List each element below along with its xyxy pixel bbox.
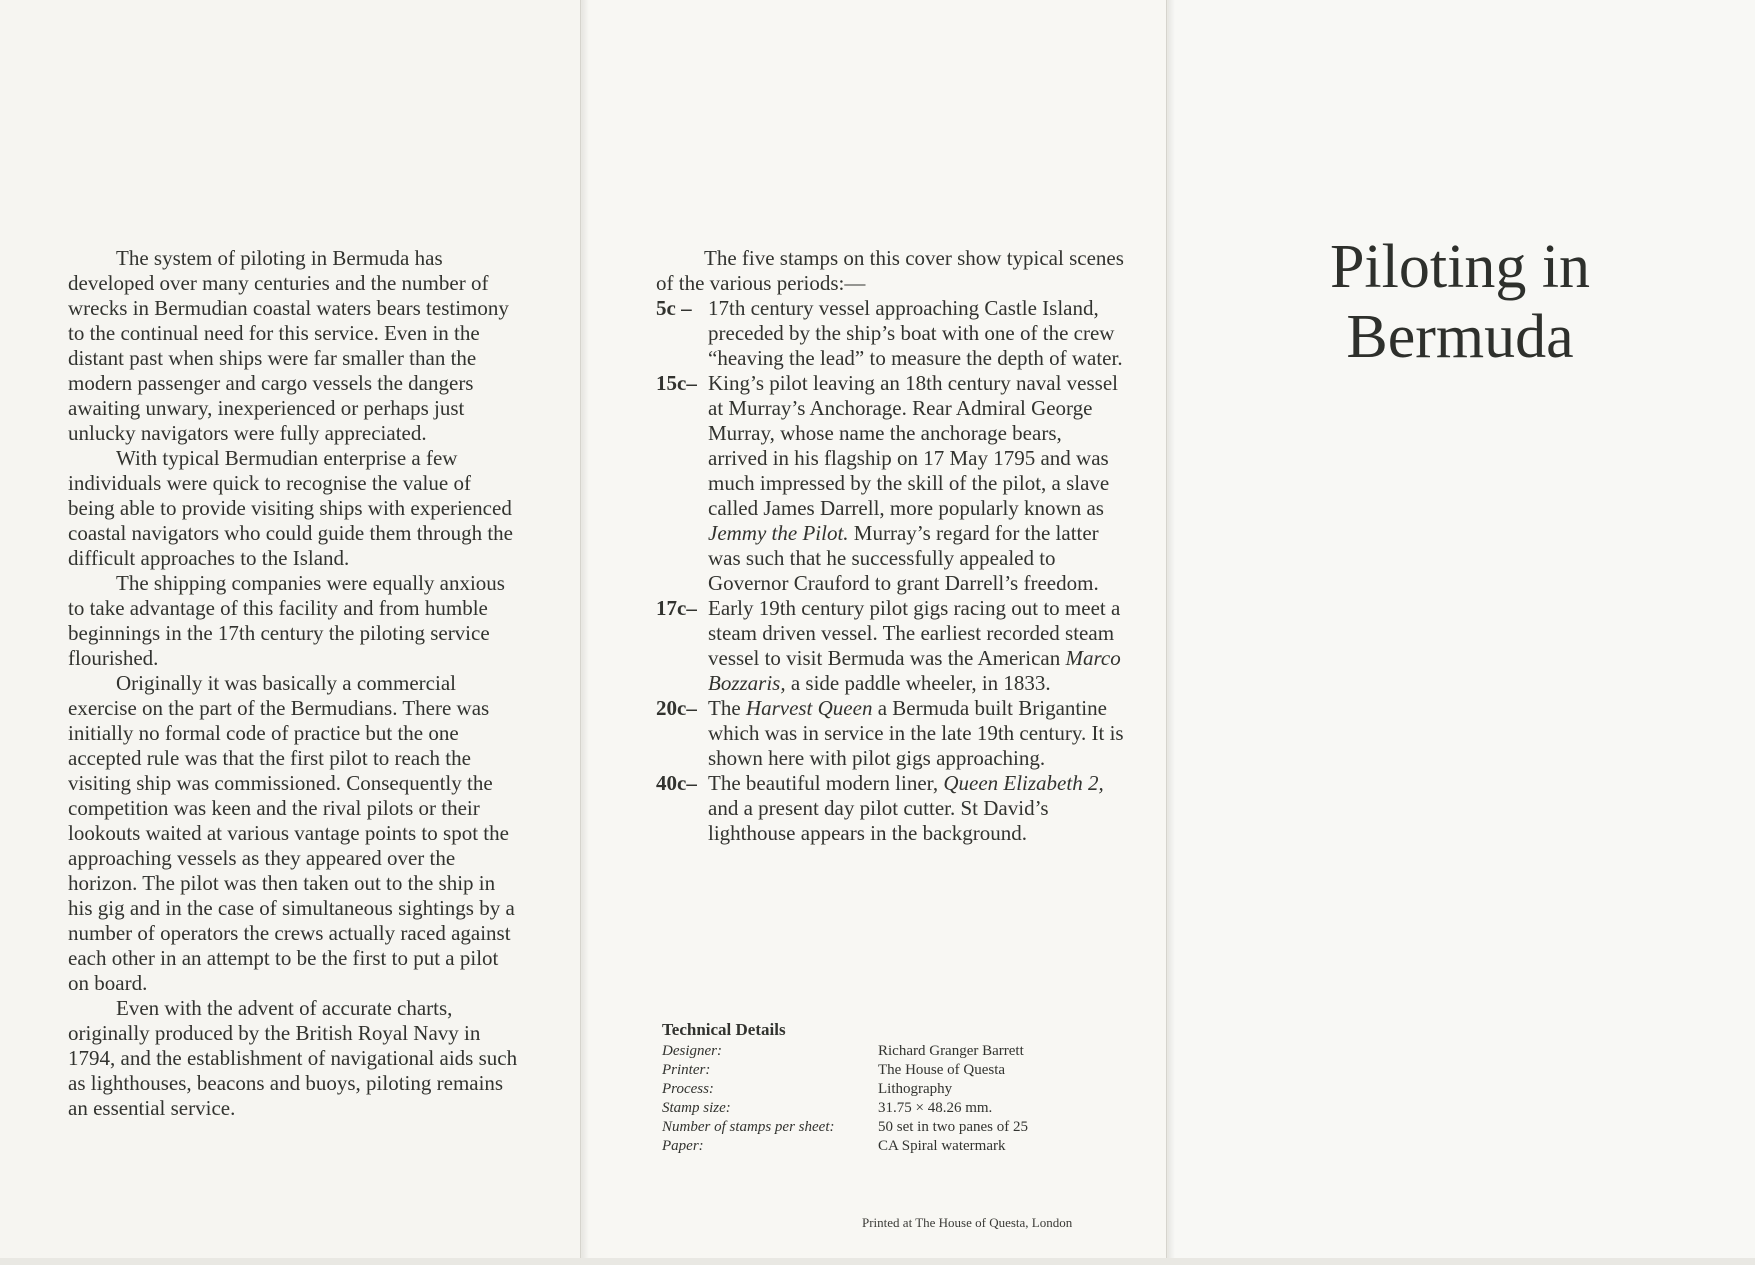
description-text: The bbox=[708, 696, 746, 720]
technical-row bbox=[662, 1080, 1132, 1099]
stamp-entry bbox=[656, 371, 1126, 596]
technical-value: Richard Granger Barrett bbox=[878, 1043, 1024, 1059]
stamp-value: 20c– bbox=[656, 696, 697, 720]
ship-name: Queen Elizabeth 2, bbox=[943, 771, 1104, 795]
stamp-value: 15c– bbox=[656, 371, 697, 395]
technical-row bbox=[662, 1118, 1132, 1137]
history-paragraph: The system of piloting in Bermuda has developed over many centuries and the number of wrecks in Bermudian coastal waters bears testimony to the continual need for this service. Even in the distant past when ships were far smaller than the modern passenger and cargo vessels the dangers awaiting unwary, inexperienced or perhaps just unlucky navigators were fully appreciated. bbox=[68, 246, 509, 445]
description-text: The beautiful modern liner, bbox=[708, 771, 944, 795]
technical-row bbox=[662, 1099, 1132, 1118]
stamp-value: 40c– bbox=[656, 771, 697, 795]
technical-details bbox=[662, 1020, 1132, 1156]
technical-label: Paper: bbox=[662, 1138, 704, 1154]
description-text: a Bermuda built Brigantine which was in service in the late 19th century. It is shown here with pilot gigs approaching. bbox=[708, 696, 1124, 770]
technical-row bbox=[662, 1137, 1132, 1156]
stamp-description bbox=[708, 371, 1118, 595]
cover-title-line: Piloting in bbox=[1329, 233, 1591, 301]
cover-title bbox=[1280, 232, 1640, 372]
cover-panel bbox=[1169, 0, 1755, 1258]
technical-row bbox=[662, 1061, 1132, 1080]
printer-imprint: Printed at The House of Questa, London bbox=[862, 1215, 1073, 1230]
technical-label: Printer: bbox=[662, 1062, 711, 1078]
fold-line bbox=[583, 0, 589, 1258]
stamp-value: 17c– bbox=[656, 596, 697, 620]
technical-value: The House of Questa bbox=[878, 1062, 1006, 1078]
stamps-intro bbox=[656, 246, 1126, 296]
stamp-entry bbox=[656, 696, 1126, 771]
stamp-description bbox=[708, 771, 1104, 845]
stamp-list bbox=[656, 296, 1126, 846]
ship-name: Marco Bozzaris, bbox=[708, 646, 1121, 695]
technical-row bbox=[662, 1042, 1132, 1061]
description-text: and a present day pilot cutter. St David’s lighthouse appears in the background. bbox=[708, 796, 1049, 845]
description-text: Murray’s regard for the latter was such that he successfully appealed to Governor Crauford to grant Darrell’s freedom. bbox=[708, 521, 1099, 595]
technical-value: 31.75 × 48.26 mm. bbox=[878, 1100, 993, 1116]
technical-label: Stamp size: bbox=[662, 1100, 731, 1116]
fold-line bbox=[1169, 0, 1175, 1258]
technical-value: Lithography bbox=[878, 1081, 953, 1097]
description-text: 17th century vessel approaching Castle Island, preceded by the ship’s boat with one of the crew “heaving the lead” to measure the depth of water. bbox=[708, 296, 1123, 370]
cover-title-line: Bermuda bbox=[1346, 303, 1574, 371]
history-text bbox=[68, 246, 518, 1121]
technical-label: Process: bbox=[662, 1081, 714, 1097]
stamp-entry bbox=[656, 296, 1126, 371]
technical-label: Designer: bbox=[662, 1043, 722, 1059]
description-text: a side paddle wheeler, in 1833. bbox=[785, 671, 1051, 695]
technical-details-heading: Technical Details bbox=[662, 1020, 786, 1039]
stamp-entry bbox=[656, 771, 1126, 846]
stamp-description bbox=[708, 596, 1121, 695]
technical-label: Number of stamps per sheet: bbox=[662, 1119, 835, 1135]
description-text: Early 19th century pilot gigs racing out to meet a steam driven vessel. The earliest recorded steam vessel to visit Bermuda was the American bbox=[708, 596, 1121, 670]
stamp-description bbox=[708, 696, 1124, 770]
ship-name: Jemmy the Pilot. bbox=[708, 521, 849, 545]
description-text: King’s pilot leaving an 18th century naval vessel at Murray’s Anchorage. Rear Admiral George Murray, whose name the anchorage bears, arrived in his flagship on 17 May 1795 and was much impressed by the skill of the pilot, a slave called James Darrell, more popularly known as bbox=[708, 371, 1118, 520]
history-paragraph: With typical Bermudian enterprise a few individuals were quick to recognise the value of being able to provide visiting ships with experienced coastal navigators who could guide them through the difficult approaches to the Island. bbox=[68, 446, 513, 570]
stamps-intro-text: The five stamps on this cover show typical scenes of the various periods:— bbox=[656, 246, 1124, 295]
stamp-description bbox=[708, 296, 1123, 370]
technical-value: CA Spiral watermark bbox=[878, 1138, 1006, 1154]
stamp-value: 5c – bbox=[656, 296, 692, 320]
technical-details-table bbox=[662, 1042, 1132, 1156]
history-paragraph: Originally it was basically a commercial exercise on the part of the Bermudians. There was initially no formal code of practice but the one accepted rule was that the first pilot to reach the visiting ship was commissioned. Consequently the competition was keen and the rival pilots or their lookouts waited at various vantage points to spot the approaching vessels as they appeared over the horizon. The pilot was then taken out to the ship in his gig and in the case of simultaneous sightings by a number of operators the crews actually raced against each other in an attempt to be the first to put a pilot on board. bbox=[68, 671, 515, 995]
history-paragraph: Even with the advent of accurate charts, originally produced by the British Royal Navy in 1794, and the establishment of navigational aids such as lighthouses, beacons and buoys, piloting remains an essential service. bbox=[68, 996, 518, 1120]
history-paragraph: The shipping companies were equally anxious to take advantage of this facility and from humble beginnings in the 17th century the piloting service flourished. bbox=[68, 571, 505, 670]
ship-name: Harvest Queen bbox=[745, 696, 873, 720]
stamp-entry bbox=[656, 596, 1126, 696]
left-panel bbox=[0, 0, 581, 1258]
technical-value: 50 set in two panes of 25 bbox=[878, 1119, 1028, 1135]
